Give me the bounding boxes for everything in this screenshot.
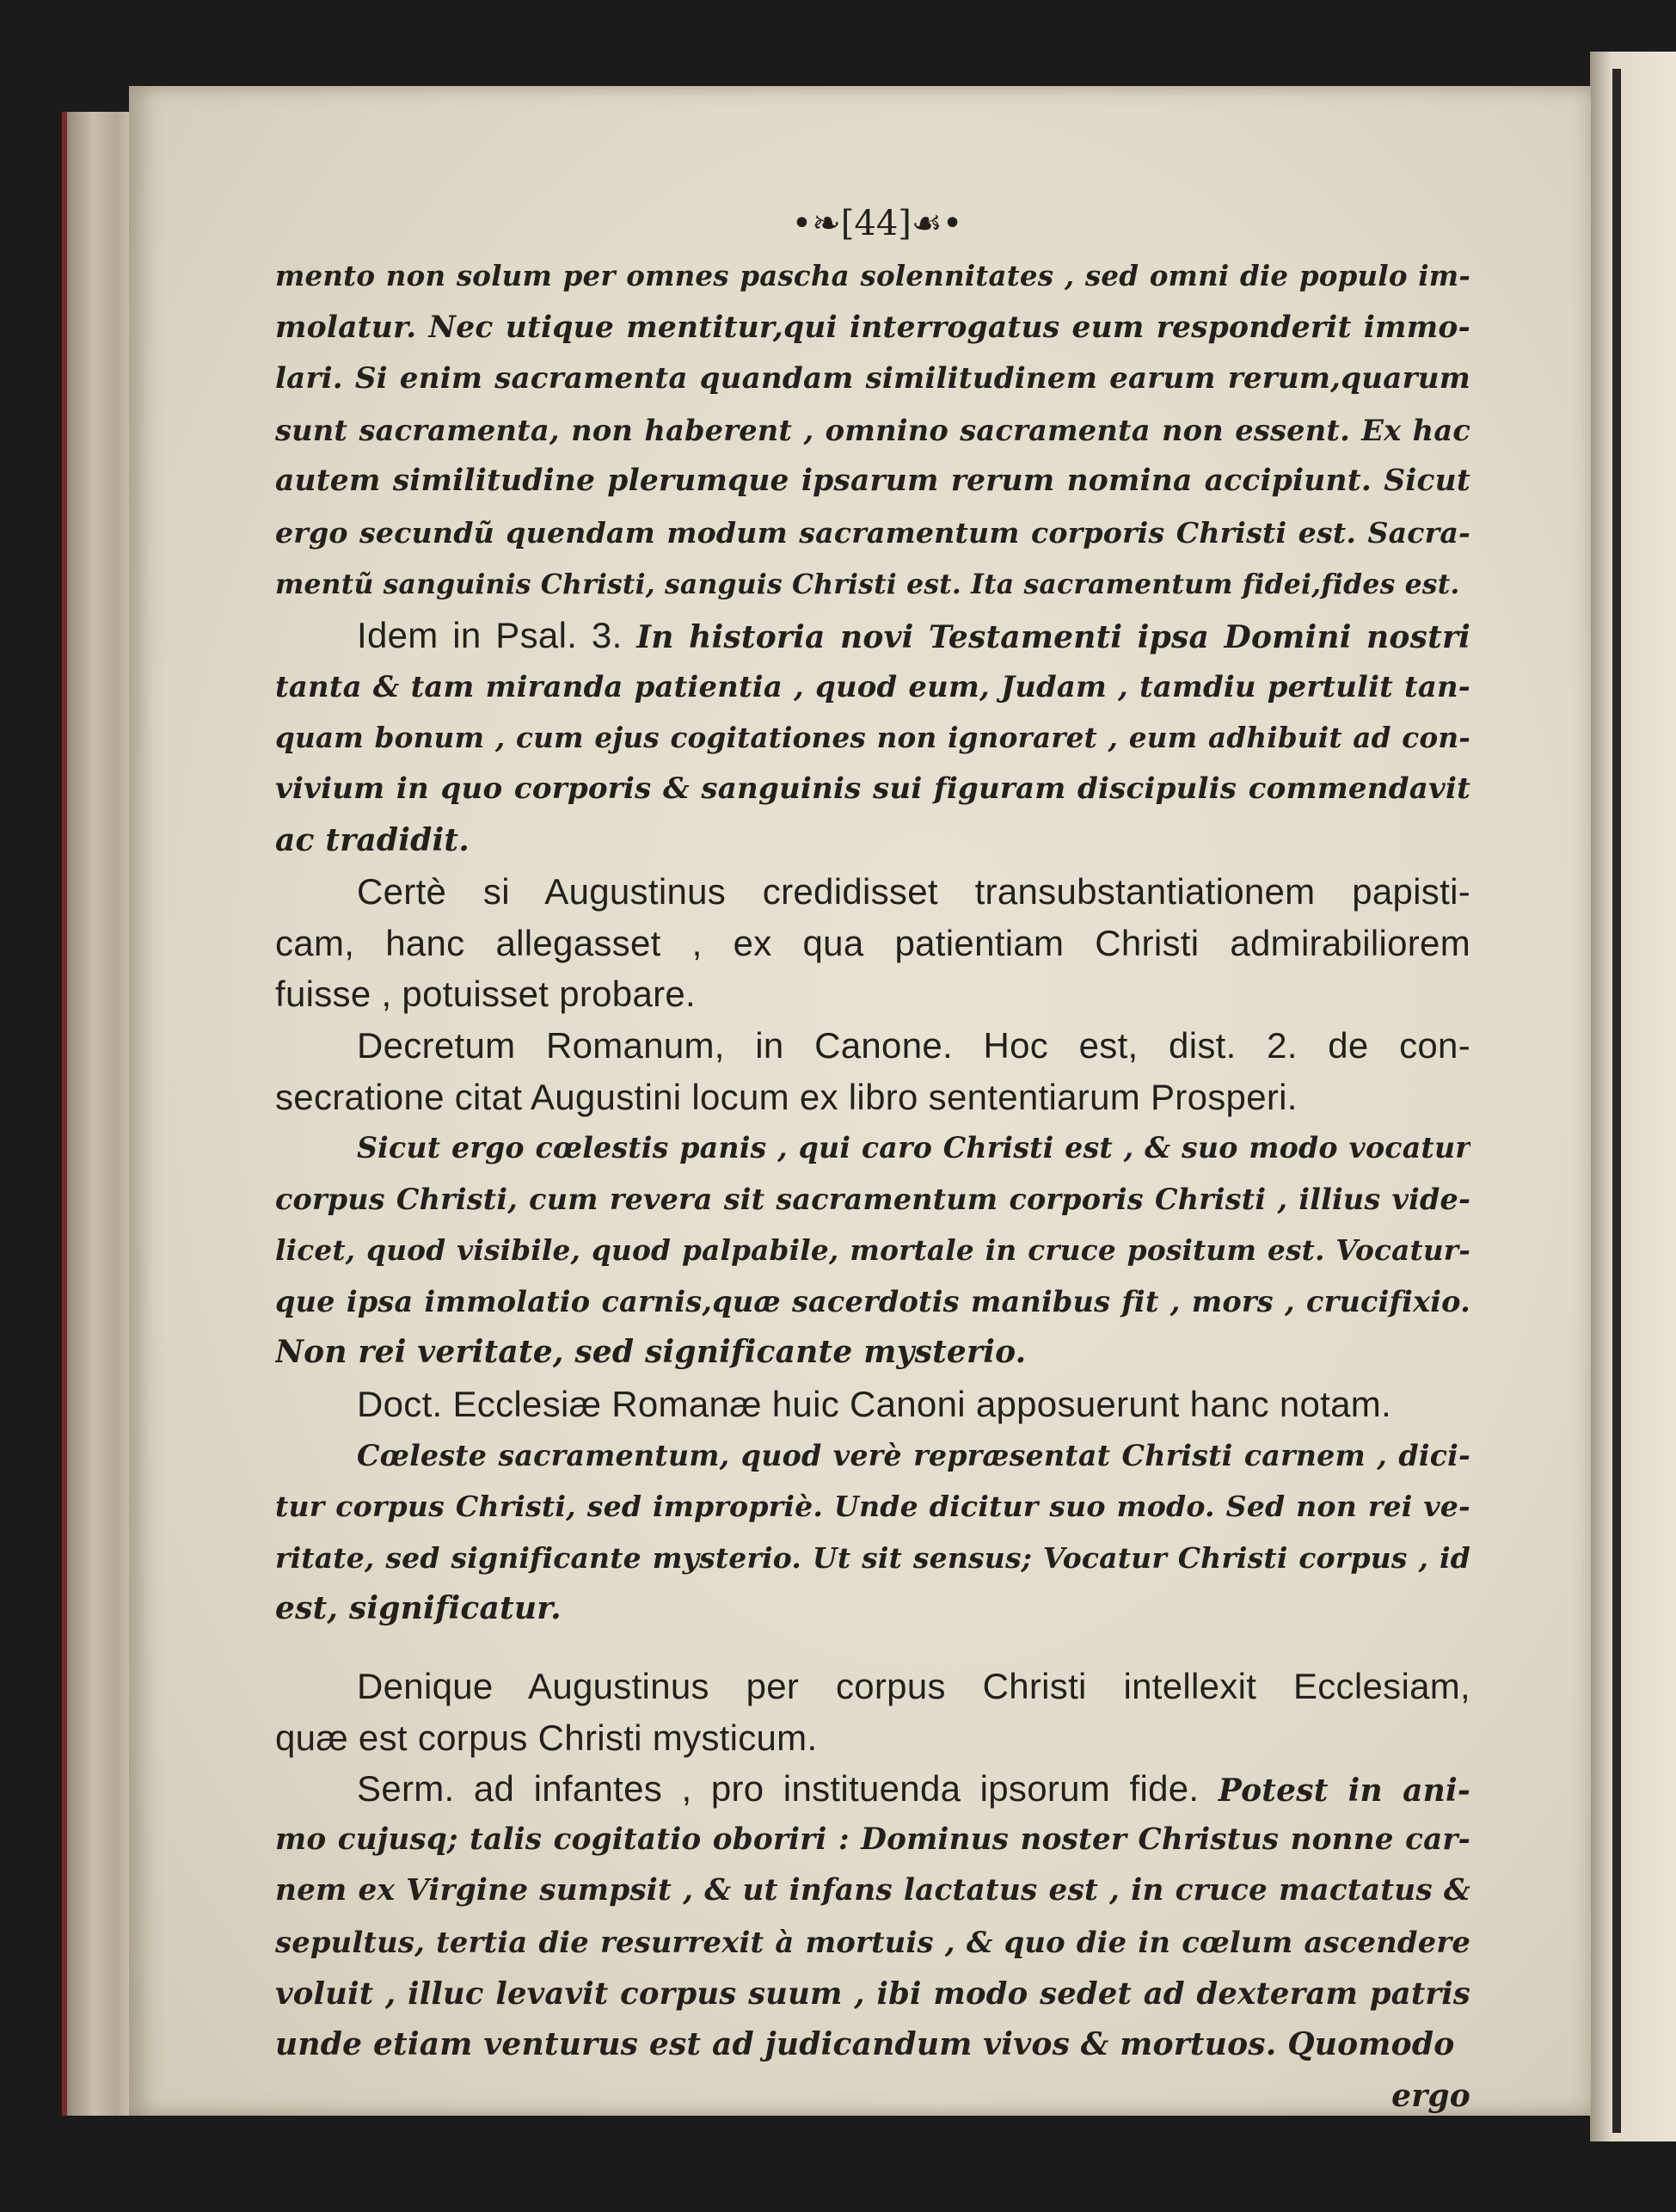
italic-text: mo cujusq; talis cogitatio oboriri : Dominus noster Christus nonne car- xyxy=(275,1822,1470,1857)
text-line xyxy=(275,2019,1470,2071)
text-line xyxy=(275,1020,1470,1072)
paragraph-3 xyxy=(275,866,1470,1020)
text-paragraphs xyxy=(275,251,1470,2122)
roman-text: Serm. ad infantes , pro instituenda ipsorum fide. xyxy=(357,1768,1219,1810)
italic-text: que ipsa immolatio carnis,quæ sacerdotis manibus fit , mors , crucifixio. xyxy=(275,1284,1470,1318)
text-line xyxy=(275,815,1470,867)
text-line xyxy=(275,1865,1470,1917)
facing-page-edge xyxy=(1590,52,1676,2141)
text-line xyxy=(275,1225,1470,1276)
text-line xyxy=(275,1815,1470,1866)
italic-text: In historia novi Testamenti ipsa Domini nostri xyxy=(636,619,1470,656)
italic-text: quam bonum , cum ejus cogitationes non ignoraret , eum adhibuit ad con- xyxy=(275,721,1470,755)
text-line xyxy=(275,1583,1470,1635)
book-page-edges xyxy=(62,112,139,2116)
text-line xyxy=(275,1072,1470,1123)
italic-text: molatur. Nec utique mentitur,qui interrogatus eum responderit immo- xyxy=(275,310,1470,345)
roman-text: secratione citat Augustini locum ex libro sententiarum Prosperi. xyxy=(275,1076,1298,1117)
italic-text: lari. Si enim sacramenta quandam similitudinem earum rerum,quarum xyxy=(275,361,1470,396)
text-line xyxy=(275,1969,1470,2020)
text-line xyxy=(275,559,1470,611)
roman-text: cam, hanc allegasset , ex qua patientiam Christi admirabiliorem xyxy=(275,922,1470,963)
gutter-shadow xyxy=(1612,69,1621,2133)
text-line xyxy=(275,507,1470,559)
italic-text: Non rei veritate, sed significante mysterio. xyxy=(275,1334,1027,1371)
italic-text: vivium in quo corporis & sanguinis sui figuram discipulis commendavit xyxy=(275,771,1470,806)
italic-text: Sicut ergo cœlestis panis , qui caro Christi est , & suo modo vocatur xyxy=(357,1131,1470,1165)
italic-text: sunt sacramenta, non haberent , omnino sacramenta non essent. Ex hac xyxy=(275,412,1470,447)
italic-text: ac tradidit. xyxy=(275,821,470,858)
text-line xyxy=(275,610,1470,661)
text-line xyxy=(275,1174,1470,1226)
text-line xyxy=(275,1327,1470,1379)
text-line xyxy=(275,456,1470,507)
paragraph-7 xyxy=(275,1430,1470,1635)
text-line xyxy=(275,1533,1470,1584)
text-line xyxy=(275,1763,1470,1815)
italic-text: nem ex Virgine sumpsit , & ut infans lactatus est , in cruce mactatus & xyxy=(275,1873,1470,1908)
roman-text: Decretum Romanum, in Canone. Hoc est, dist. 2. de con- xyxy=(357,1024,1470,1066)
text-line xyxy=(275,1379,1470,1430)
page-text xyxy=(275,196,1470,2122)
roman-text: Certè si Augustinus credidisset transubstantiationem papisti- xyxy=(357,871,1470,912)
roman-text: Idem in Psal. 3. xyxy=(357,615,637,656)
roman-text: quæ est corpus Christi mysticum. xyxy=(275,1717,818,1758)
text-line xyxy=(275,968,1470,1020)
italic-text: Cœleste sacramentum, quod verè repræsentat Christi carnem , dici- xyxy=(357,1438,1470,1472)
text-line xyxy=(275,661,1470,713)
text-line xyxy=(275,764,1470,815)
paragraph-10 xyxy=(275,2071,1470,2123)
italic-text: est, significatur. xyxy=(275,1590,562,1627)
italic-text: tanta & tam miranda patientia , quod eum, Judam , tamdiu pertulit tan- xyxy=(275,668,1470,704)
text-line xyxy=(275,1481,1470,1533)
text-line xyxy=(275,1430,1470,1482)
italic-text: autem similitudine plerumque ipsarum rerum nomina accipiunt. Sicut xyxy=(275,464,1470,499)
paragraph-2 xyxy=(275,610,1470,866)
italic-text: tur corpus Christi, sed impropriè. Unde dicitur suo modo. Sed non rei ve- xyxy=(275,1490,1470,1524)
italic-text: unde etiam venturus est ad judicandum vivos & mortuos. Quomodo xyxy=(275,2026,1455,2063)
paragraph-6 xyxy=(275,1379,1470,1430)
text-line xyxy=(275,1661,1470,1712)
paragraph-1 xyxy=(275,251,1470,610)
text-line xyxy=(275,353,1470,405)
roman-text: Denique Augustinus per corpus Christi intellexit Ecclesiam, xyxy=(357,1666,1470,1707)
page-number-header: •❧[44]☙• xyxy=(791,204,963,243)
italic-text: ergo secundũ quendam modum sacramentum corporis Christi est. Sacra- xyxy=(275,515,1470,550)
italic-text: sepultus, tertia die resurrexit à mortuis , & quo die in cœlum ascendere xyxy=(275,1925,1470,1959)
text-line xyxy=(275,1122,1470,1174)
text-line xyxy=(275,1917,1470,1969)
italic-text: licet, quod visibile, quod palpabile, mortale in cruce positum est. Vocatur- xyxy=(275,1233,1470,1268)
text-line xyxy=(275,712,1470,764)
text-line xyxy=(275,2071,1470,2123)
text-line xyxy=(275,1276,1470,1328)
text-line xyxy=(275,303,1470,354)
roman-text: fuisse , potuisset probare. xyxy=(275,974,697,1015)
paragraph-4 xyxy=(275,1020,1470,1122)
italic-text: mento non solum per omnes pascha solennitates , sed omni die populo im- xyxy=(275,260,1470,292)
italic-text: mentũ sanguinis Christi, sanguis Christi est. Ita sacramentum fidei,fides est. xyxy=(275,568,1460,600)
text-line xyxy=(275,251,1470,303)
text-line xyxy=(275,405,1470,457)
paragraph-8 xyxy=(275,1661,1470,1763)
italic-text: ergo xyxy=(1391,2077,1470,2114)
paragraph-5 xyxy=(275,1122,1470,1379)
paragraph-9 xyxy=(275,1763,1470,2071)
italic-text: corpus Christi, cum revera sit sacramentum corporis Christi , illius vide- xyxy=(275,1182,1470,1216)
italic-text: voluit , illuc levavit corpus suum , ibi modo sedet ad dexteram patris xyxy=(275,1975,1470,2012)
text-line xyxy=(275,918,1470,969)
paragraph-gap xyxy=(275,1635,1470,1661)
italic-text: Potest in ani- xyxy=(1218,1773,1470,1810)
italic-text: ritate, sed significante mysterio. Ut sit sensus; Vocatur Christi corpus , id xyxy=(275,1540,1470,1575)
text-line xyxy=(275,866,1470,918)
roman-text: Doct. Ecclesiæ Romanæ huic Canoni apposuerunt hanc notam. xyxy=(357,1384,1392,1425)
red-edge-band xyxy=(62,112,67,2116)
text-line xyxy=(275,1712,1470,1764)
